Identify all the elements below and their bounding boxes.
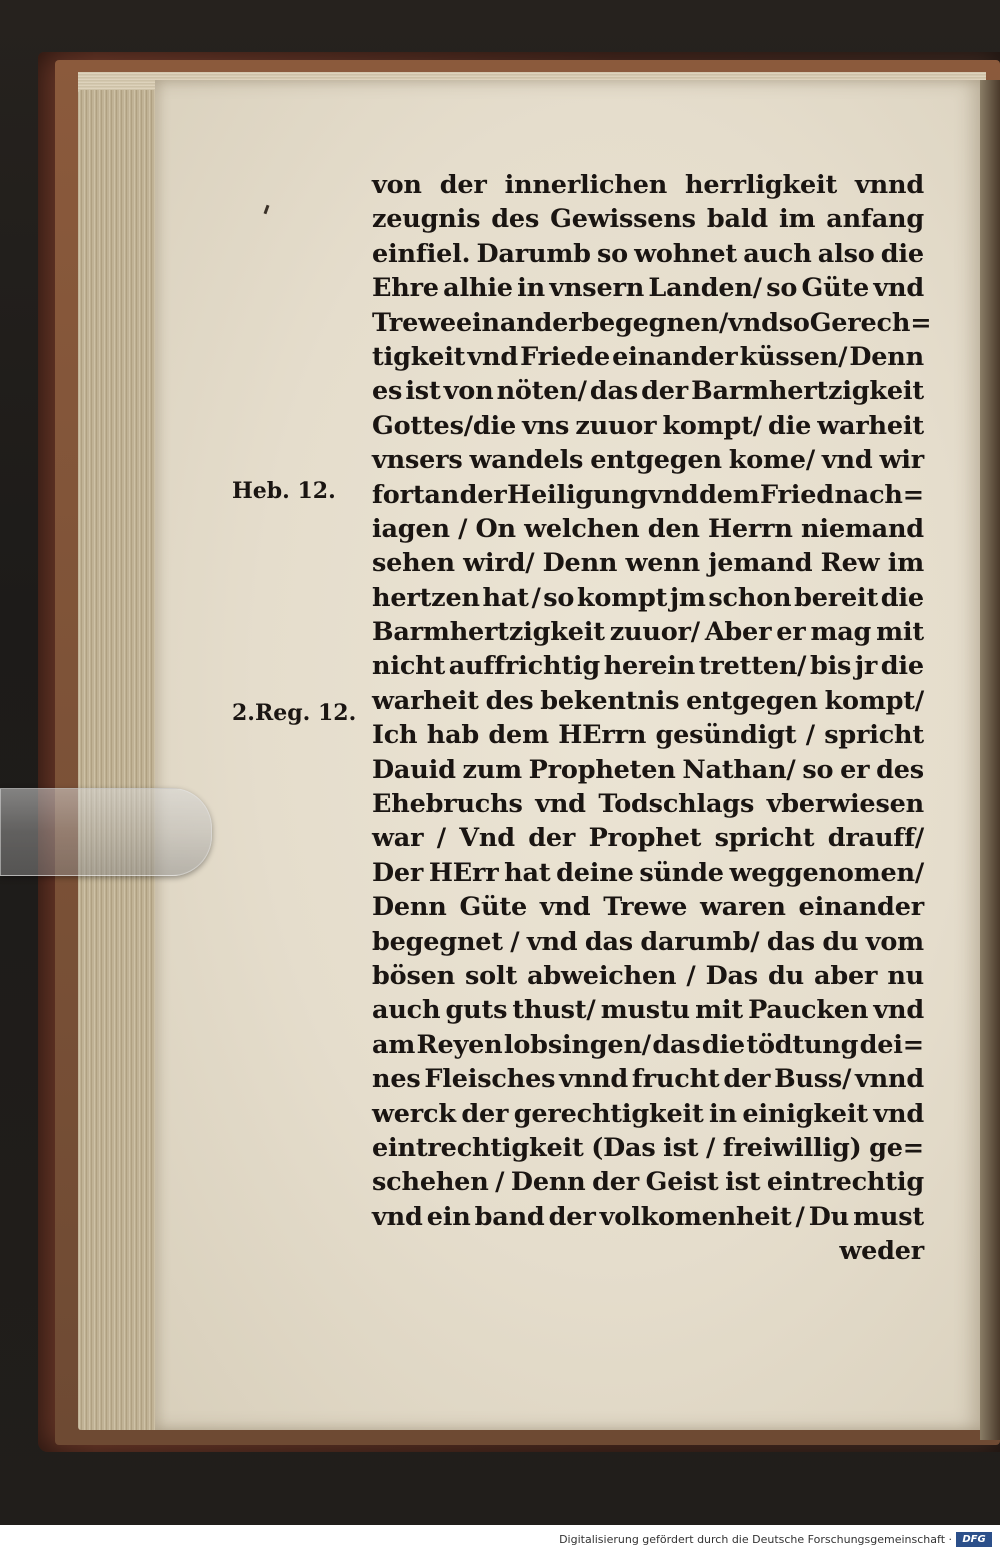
word: freiwillig) [722, 1132, 862, 1163]
word: Denn [510, 1167, 586, 1198]
word: vnnd [855, 1064, 924, 1095]
word: solt [465, 960, 518, 991]
catchword: weder [839, 1236, 924, 1267]
word: die [880, 651, 924, 682]
word: HErr [428, 857, 499, 888]
word: auch [372, 995, 441, 1026]
word: gesündigt [655, 720, 797, 751]
word: so [766, 273, 798, 304]
word: lobsingen/ [503, 1029, 651, 1060]
footer-bar [0, 1525, 1000, 1555]
text-line [372, 1165, 924, 1199]
word: Denn [849, 341, 924, 372]
word: von [372, 170, 422, 200]
word: du [768, 960, 804, 991]
text-line [372, 993, 924, 1027]
word: mit [695, 995, 743, 1026]
word: welchen [524, 513, 640, 544]
word: der [459, 479, 507, 510]
word: so [596, 238, 628, 269]
word: herein [603, 651, 696, 682]
word: mustu [600, 995, 690, 1026]
word: vnnd [559, 1064, 629, 1095]
word: kompt/ [824, 685, 924, 716]
word: abweichen [527, 960, 677, 991]
text-line [372, 546, 924, 580]
text-line [372, 237, 924, 271]
word: deine [556, 857, 634, 888]
word: vnsers [372, 445, 463, 476]
word: tigkeit [372, 341, 466, 372]
word: vnd [535, 789, 586, 820]
word: wir [879, 445, 924, 476]
word: hab [426, 720, 480, 751]
word: er [840, 754, 870, 785]
text-line [372, 409, 924, 443]
word: die [880, 238, 924, 269]
word: Denn [542, 548, 618, 579]
word: frucht [631, 1064, 720, 1095]
word: Trewe [603, 892, 688, 923]
plexiglass-page-holder [0, 788, 212, 876]
word: herrligkeit [685, 170, 838, 200]
word: zuuor/ [609, 617, 700, 648]
word: weggenomen/ [729, 857, 924, 888]
word: eintrechtig [766, 1167, 924, 1198]
text-line [372, 615, 924, 649]
word: zuuor [575, 410, 657, 441]
word: bereit [794, 582, 879, 613]
text-line [372, 1097, 924, 1131]
word: vnd [873, 1098, 924, 1129]
word: guts [445, 995, 508, 1026]
word: nöten/ [496, 376, 587, 407]
word: ist [405, 376, 441, 407]
word: das [652, 1029, 701, 1060]
word: Der [372, 857, 424, 888]
word: ist [663, 1132, 699, 1163]
word: im [778, 204, 816, 235]
word: war [372, 823, 424, 854]
text-line [372, 581, 924, 615]
word: Gottes/die [372, 410, 516, 441]
word: drauff/ [827, 823, 924, 854]
word: spricht [824, 720, 924, 751]
word: Geist [645, 1167, 719, 1198]
word: jr [854, 651, 878, 682]
word: vnd [873, 273, 924, 304]
text-line [372, 1028, 924, 1062]
word: Fleisches [424, 1064, 556, 1095]
word: schehen [372, 1167, 489, 1198]
text-line [372, 478, 924, 512]
word: jemand [708, 548, 813, 579]
word: Buss/ [774, 1064, 852, 1095]
word: Gerech= [809, 307, 932, 338]
word: einigkeit [742, 1098, 868, 1129]
word: des [485, 685, 534, 716]
word: dem [699, 479, 760, 510]
word: einfiel. [372, 238, 471, 269]
word: er [776, 617, 806, 648]
word: Reyen [416, 1029, 503, 1060]
word: Ehre [372, 273, 439, 304]
word: den [647, 513, 700, 544]
word: des [876, 754, 924, 785]
word: das [766, 926, 815, 957]
word: also [817, 238, 875, 269]
text-line [372, 374, 924, 408]
text-line [372, 306, 932, 340]
word: der [723, 1064, 771, 1095]
word: Gewissens [550, 204, 696, 235]
word: / [436, 823, 446, 854]
word: vberwiesen [766, 789, 924, 820]
word: eintrechtigkeit [372, 1132, 584, 1163]
word: innerlichen [504, 170, 668, 200]
word: das [584, 926, 633, 957]
word: Güte [801, 273, 870, 304]
text-line [372, 787, 924, 821]
word: gerechtigkeit [513, 1098, 704, 1129]
word: wenn [625, 548, 700, 579]
text-line [372, 1062, 924, 1096]
word: / [495, 1167, 505, 1198]
word: so [778, 307, 810, 338]
word: werck [372, 1098, 456, 1129]
word: Rew [820, 548, 880, 579]
word: auffrichtig [448, 651, 601, 682]
word: die [701, 1029, 745, 1060]
word: so [543, 582, 575, 613]
word: / [686, 960, 696, 991]
word: must [853, 1201, 924, 1232]
word: wohnet [634, 238, 737, 269]
word: in [709, 1098, 737, 1129]
word: vnd [539, 892, 591, 923]
word: Nathan/ [682, 754, 796, 785]
word: alhie [443, 273, 513, 304]
word: Trewe [372, 307, 456, 338]
word: kompt/ [662, 410, 762, 441]
word: Friede [520, 341, 610, 372]
word: der [592, 1167, 640, 1198]
word: kompt [576, 582, 668, 613]
word: (Das [591, 1132, 656, 1163]
word: jm [669, 582, 706, 613]
word: die [767, 410, 812, 441]
text-line [372, 512, 924, 546]
word: niemand [801, 513, 924, 544]
text-line [372, 271, 924, 305]
word: spricht [714, 823, 815, 854]
word: du [822, 926, 859, 957]
word: bald [706, 204, 768, 235]
word: Todschlags [598, 789, 755, 820]
word: Vnd [459, 823, 515, 854]
text-line [372, 925, 924, 959]
word: vnd [467, 341, 518, 372]
text-line [372, 649, 924, 683]
text-line [372, 821, 924, 855]
word: Denn [372, 892, 447, 923]
word: vnnd [855, 170, 924, 200]
word: dei= [859, 1029, 924, 1060]
word: Barmhertzigkeit [372, 617, 605, 648]
word: küssen/ [739, 341, 848, 372]
word: / [510, 926, 520, 957]
word: waren [700, 892, 786, 923]
margin-note-heb: Heb. 12. [232, 478, 336, 504]
text-line [372, 890, 924, 924]
word: nes [372, 1064, 421, 1095]
word: darumb/ [640, 926, 760, 957]
word: dem [488, 720, 549, 751]
word: / [805, 720, 815, 751]
word: im [887, 548, 924, 579]
word: mag [810, 617, 872, 648]
word: einander [798, 892, 924, 923]
word: / [706, 1132, 716, 1163]
word: auch [743, 238, 812, 269]
word: Ich [372, 720, 418, 751]
word: Darumb [476, 238, 591, 269]
word: warheit [372, 685, 479, 716]
word: Güte [459, 892, 527, 923]
word: / [458, 513, 468, 544]
word: zeugnis [372, 204, 481, 235]
word: es [372, 376, 403, 407]
word: des [491, 204, 540, 235]
word: volkomenheit [599, 1201, 792, 1232]
word: von [443, 376, 494, 407]
text-line [372, 684, 924, 718]
word: Prophet [588, 823, 702, 854]
word: fortan [372, 479, 460, 510]
page-block-fore-edge [78, 90, 160, 1430]
word: Heiligung [507, 479, 648, 510]
word: Das [705, 960, 758, 991]
word: / [531, 582, 541, 613]
text-line [372, 340, 924, 374]
word: wird/ [463, 548, 535, 579]
dfg-logo: DFG [956, 1532, 992, 1547]
word: entgegen [686, 685, 818, 716]
word: aber [814, 960, 878, 991]
word: zum [462, 754, 522, 785]
word: nach= [834, 479, 924, 510]
word: Fried [760, 479, 834, 510]
footer-credit: Digitalisierung gefördert durch die Deutsche Forschungsgemeinschaft · [559, 1533, 952, 1546]
word: begegnen/vnd [581, 307, 779, 338]
word: hertzen [372, 582, 480, 613]
word: der [461, 1098, 509, 1129]
text-line [372, 1131, 924, 1165]
word: einander [455, 307, 582, 338]
word: die [880, 582, 924, 613]
word: in [517, 273, 545, 304]
word: das [589, 376, 639, 407]
text-line [372, 202, 924, 236]
word: der [641, 376, 689, 407]
word: thust/ [512, 995, 596, 1026]
word: nu [887, 960, 924, 991]
word: / [795, 1201, 805, 1232]
text-line [372, 443, 924, 477]
main-text-block [372, 168, 932, 1269]
word: bekentnis [540, 685, 680, 716]
word: hat [504, 857, 551, 888]
word: vnd [873, 995, 924, 1026]
word: der [528, 823, 576, 854]
word: anfang [826, 204, 924, 235]
word: vom [865, 926, 924, 957]
word: sünde [639, 857, 724, 888]
word: am [372, 1029, 416, 1060]
word: begegnet [372, 926, 503, 957]
word: vnd [647, 479, 699, 510]
text-line [372, 718, 924, 752]
text-line [372, 959, 924, 993]
word: bis [809, 651, 852, 682]
margin-note-reg: 2.Reg. 12. [232, 700, 357, 726]
word: vnd [821, 445, 873, 476]
word: warheit [817, 410, 924, 441]
word: schon [708, 582, 792, 613]
word: der [439, 170, 487, 200]
word: einander [612, 341, 738, 372]
word: ge= [869, 1132, 924, 1163]
word: Aber [704, 617, 772, 648]
word: Herrn [708, 513, 793, 544]
word: kome/ [728, 445, 815, 476]
word: Landen/ [648, 273, 762, 304]
word: Ehebruchs [372, 789, 523, 820]
word: ist [725, 1167, 761, 1198]
word: vnd [526, 926, 578, 957]
text-line [372, 1200, 924, 1234]
word: tretten/ [698, 651, 807, 682]
text-line [372, 753, 924, 787]
word: vns [522, 410, 570, 441]
word: tödtung [746, 1029, 859, 1060]
word: wandels [469, 445, 584, 476]
word: vnsern [549, 273, 645, 304]
word: nicht [372, 651, 446, 682]
word: Dauid [372, 754, 456, 785]
word: band [474, 1201, 545, 1232]
word: so [802, 754, 834, 785]
word: Barmhertzigkeit [691, 376, 924, 407]
word: ein [426, 1201, 471, 1232]
book-gutter [980, 80, 1000, 1440]
word: On [475, 513, 516, 544]
word: iagen [372, 513, 450, 544]
word: der [548, 1201, 596, 1232]
text-line-catchword [372, 1234, 924, 1268]
word: sehen [372, 548, 455, 579]
word: bösen [372, 960, 455, 991]
word: mit [876, 617, 924, 648]
word: vnd [372, 1201, 423, 1232]
text-line [372, 168, 924, 202]
word: Propheten [528, 754, 676, 785]
word: HErrn [558, 720, 647, 751]
word: Du [808, 1201, 849, 1232]
word: Paucken [748, 995, 869, 1026]
text-line [372, 856, 924, 890]
word: entgegen [590, 445, 722, 476]
word: hat [482, 582, 529, 613]
